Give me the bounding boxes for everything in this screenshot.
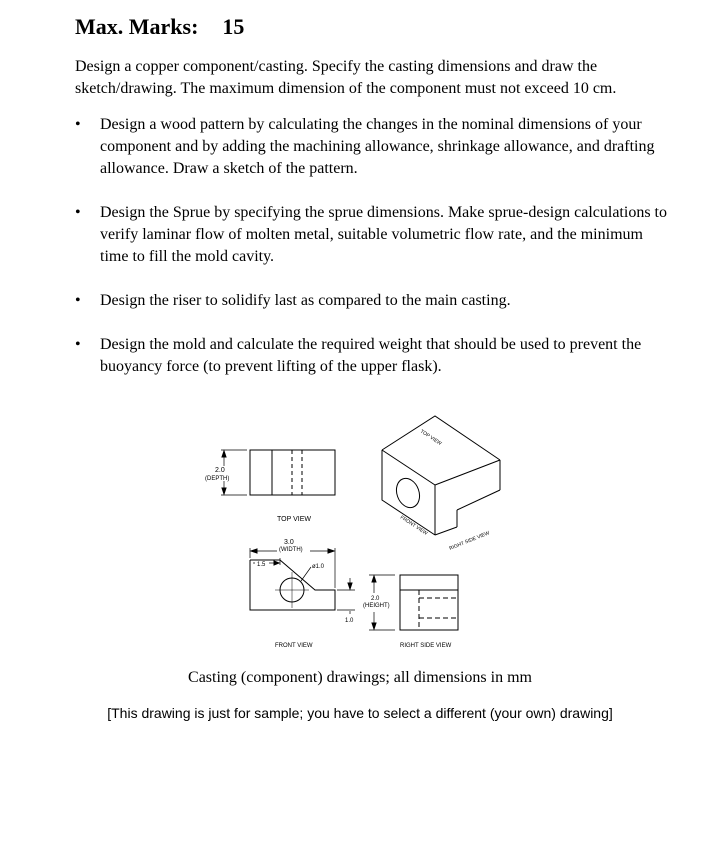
task-item-wood-pattern [75,114,675,180]
step-value: 1.0 [345,618,354,624]
bullet-icon: • [75,204,81,221]
bullet-icon: • [75,336,81,353]
bullet-icon: • [75,116,81,133]
task-item-riser [75,290,675,312]
max-marks-value: 15 [222,14,245,39]
front-view-label: FRONT VIEW [275,643,313,649]
task-list [75,114,675,378]
front-view [250,548,355,614]
height-label: (HEIGHT) [363,603,390,609]
task-text: Design a wood pattern by calculating the changes in the nominal dimensions of your component and by adding the machining allowance, shrinkage allowance, and drafting allowance. Draw a sketch of the pattern. [100,116,655,177]
width-label: (WIDTH) [279,547,303,553]
task-item-mold [75,334,675,378]
width-value: 3.0 [284,539,294,546]
max-marks-label: Max. Marks: [75,14,199,39]
task-text: Design the riser to solidify last as compared to the main casting. [100,292,511,309]
depth-label: (DEPTH) [205,476,230,482]
right-side-view-label: RIGHT SIDE VIEW [400,643,452,649]
iso-top-label: TOP VIEW [418,428,443,447]
figure-caption: Casting (component) drawings; all dimensions in mm [188,669,532,686]
height-value: 2.0 [371,596,380,602]
sample-note: [This drawing is just for sample; you have to select a different (your own) drawing] [107,705,613,721]
task-text: Design the Sprue by specifying the sprue dimensions. Make sprue-design calculations to verify laminar flow of molten metal, suitable volumetric flow rate, and the minimum time to fill the mold cavity. [100,204,667,265]
casting-drawing [195,410,491,660]
depth-value: 2.0 [215,467,225,474]
iso-front-label: FRONT VIEW [398,514,429,537]
task-item-sprue [75,202,675,268]
iso-right-label: RIGHT SIDE VIEW [448,530,491,552]
hole-label: ø1.0 [312,564,325,570]
task-text: Design the mold and calculate the required weight that should be used to prevent the buoyancy force (to prevent lifting of the upper flask). [100,336,642,375]
intro-paragraph: Design a copper component/casting. Specify the casting dimensions and draw the sketch/drawing. The maximum dimension of the component must not exceed 10 cm. [75,58,617,97]
offset-value: 1.5 [257,562,266,568]
top-view-label: TOP VIEW [277,516,311,523]
max-marks-heading [75,14,244,40]
bullet-icon: • [75,292,81,309]
top-view [221,450,335,495]
